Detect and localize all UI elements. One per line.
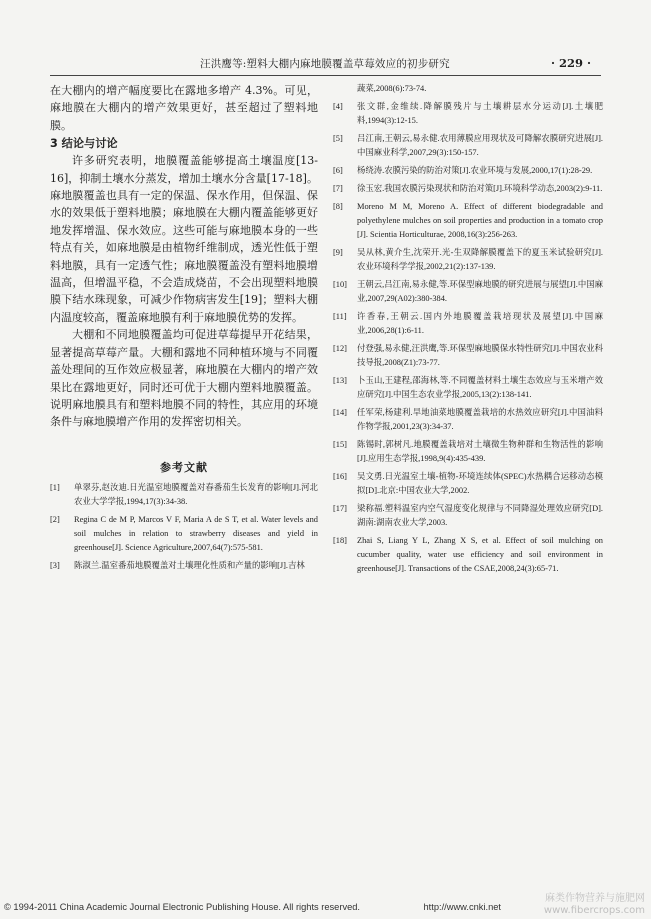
reference-number: [7] [333,184,343,193]
discussion-paragraph-1: 许多研究表明，地膜覆盖能够提高土壤温度[13-16]，抑制土壤水分蒸发，增加土壤水分含量[17-18]。麻地膜覆盖也具有一定的保温、保水作用，但保温、保水的效果低于塑料地膜；麻地膜在大棚内覆盖能够更好地发挥增温、保水效应。这些可能与麻地膜本身的一些特点有关，如麻地膜是由植物纤维制成，透光性低于塑料地膜，具有一定透气性；麻地膜覆盖没有塑料地膜增温高，但增温平稳，不会造成烧苗，不会出现塑料地膜膜下结水珠现象，可减少作物病害发生[19]；塑料大棚内温度较高，覆盖麻地膜有利于麻地膜优势的发挥。 [50,154,318,324]
reference-number: [14] [333,408,347,417]
reference-text: 王朝云,吕江南,易永健,等.环保型麻地膜的研究进展与展望[J].中国麻业,2007,29(A02):380-384. [357,280,603,303]
reference-text: 付登强,易永健,汪洪鹰,等.环保型麻地膜保水特性研究[J].中国农业科技导报,2008(Z1):73-77. [357,344,603,367]
reference-item [333,310,603,338]
left-column [50,82,318,577]
reference-text: 陈淑兰.温室番茄地膜覆盖对土壤理化性质和产量的影响[J].吉林 [74,560,305,570]
reference-number: [8] [333,202,343,211]
section-heading: 3 结论与讨论 [50,137,118,151]
reference-number: [9] [333,248,343,257]
reference-text: 单翠芬,赵汝迪.日光温室地膜覆盖对春番茄生长发育的影响[J].河北农业大学学报,1994,17(3):34-38. [74,482,318,506]
reference-item [50,513,318,555]
reference-text: 徐玉宏.我国农膜污染现状和防治对策[J].环境科学动态,2003(2):9-11. [357,184,603,193]
reference-number: [2] [50,514,60,524]
reference-item [333,246,603,274]
reference-number: [3] [50,560,60,570]
reference-text: 张文群,金维续.降解膜残片与土壤耕层水分运动[J].土壤肥料,1994(3):12-15. [357,102,603,125]
reference-item [50,559,318,573]
reference-item [333,374,603,402]
header-rule [50,75,601,76]
running-title: 汪洪鹰等:塑料大棚内麻地膜覆盖草莓效应的初步研究 [200,58,450,70]
reference-text: 梁称福.塑料温室内空气湿度变化规律与不同降湿处理效应研究[D].湖南:湖南农业大学,2003. [357,504,603,527]
reference-item [333,406,603,434]
reference-continuation [333,82,603,96]
right-column [333,82,603,580]
cnki-url: http://www.cnki.net [423,902,501,912]
reference-text: Regina C de M P, Marcos V F, Maria A de S T, et al. Water levels and soil mulches in relation to strawberry diseases and yield in greenhouse[J]. Science Agriculture,2007,64(7):575-581. [74,514,318,552]
reference-item [333,182,603,196]
reference-text: 任军荣,杨建利.旱地油菜地膜覆盖栽培的水热效应研究[J].中国油料作物学报,2001,23(3):34-37. [357,408,603,431]
reference-number: [1] [50,482,60,492]
reference-item [50,481,318,509]
discussion-paragraph-2: 大棚和不同地膜覆盖均可促进草莓提早开花结果，显著提高草莓产量。大棚和露地不同种植环境与不同覆盖处理间的互作效应极显著，麻地膜在大棚内的增产效果比在露地更好，同时还可优于大棚内塑料地膜覆盖。说明麻地膜具有和塑料地膜不同的特性，其应用的环境条件与麻地膜增产作用的发挥密切相关。 [50,328,318,429]
reference-text: 陈锡时,郭树凡.地膜覆盖栽培对土壤微生物种群和生物活性的影响[J].应用生态学报,1998,9(4):435-439. [357,440,603,463]
copyright-notice: © 1994-2011 China Academic Journal Electronic Publishing House. All rights reserved. [4,902,361,912]
reference-item [333,502,603,530]
reference-item [333,132,603,160]
reference-item [333,100,603,128]
reference-text: 卜玉山,王建程,邵海林,等.不同覆盖材料土壤生态效应与玉米增产效应研究[J].中国生态农业学报,2005,13(2):138-141. [357,376,603,399]
reference-item [333,278,603,306]
reference-item [333,470,603,498]
reference-number: [11] [333,312,347,321]
reference-number: [15] [333,440,347,449]
reference-text: 吴文勇.日光温室土壤-植物-环境连续体(SPEC)水热耦合运移动态模拟[D].北京:中国农业大学,2002. [357,472,603,495]
reference-number: [16] [333,472,347,481]
reference-text: 吕江南,王朝云,易永健.农用薄膜应用现状及可降解农膜研究进展[J].中国麻业科学,2007,29(3):150-157. [357,134,603,157]
reference-item [333,534,603,576]
reference-text: Moreno M M, Moreno A. Effect of different biodegradable and polyethylene mulches on soil properties and production in a tomato crop [J]. Scientia Horticulturae, 2008,16(3):256-263. [357,202,603,239]
page-number: · 229 · [550,56,591,70]
watermark-line-2: www.fibercrops.com [543,905,645,916]
reference-list [333,100,603,576]
reference-item [333,200,603,242]
running-header [0,56,651,74]
site-watermark [544,893,645,917]
reference-number: [5] [333,134,343,143]
reference-text: 吴从林,黄介生,沈荣开.光-生双降解膜覆盖下的夏玉米试验研究[J].农业环境科学学报,2002,21(2):137-139. [357,248,603,271]
reference-number: [17] [333,504,347,513]
reference-number: [4] [333,102,343,111]
reference-number: [12] [333,344,347,353]
reference-text: Zhai S, Liang Y L, Zhang X S, et al. Effect of soil mulching on cucumber quality, water use efficiency and soil environment in greenhouse[J]. Transactions of the CSAE,2008,24(3):65-71. [357,536,603,573]
watermark-line-1: 麻类作物营养与施肥网 [545,893,645,904]
reference-item [333,164,603,178]
reference-item [333,342,603,370]
reference-number: [18] [333,536,347,545]
reference-number: [6] [333,166,343,175]
reference-number: [10] [333,280,347,289]
reference-item [333,438,603,466]
opening-paragraph: 在大棚内的增产幅度要比在露地多增产 4.3%。可见，麻地膜在大棚内的增产效果更好，甚至超过了塑料地膜。 [50,84,318,132]
reference-number: [13] [333,376,347,385]
reference-text: 许香春,王朝云.国内外地膜覆盖栽培现状及展望[J].中国麻业,2006,28(1):6-11. [357,312,603,335]
references-title: 参考文献 [160,460,208,474]
reference-text: 蔬菜,2008(6):73-74. [357,84,427,93]
reference-text: 杨绕涛.农膜污染的防治对策[J].农业环境与发展,2000,17(1):28-29. [357,166,593,175]
